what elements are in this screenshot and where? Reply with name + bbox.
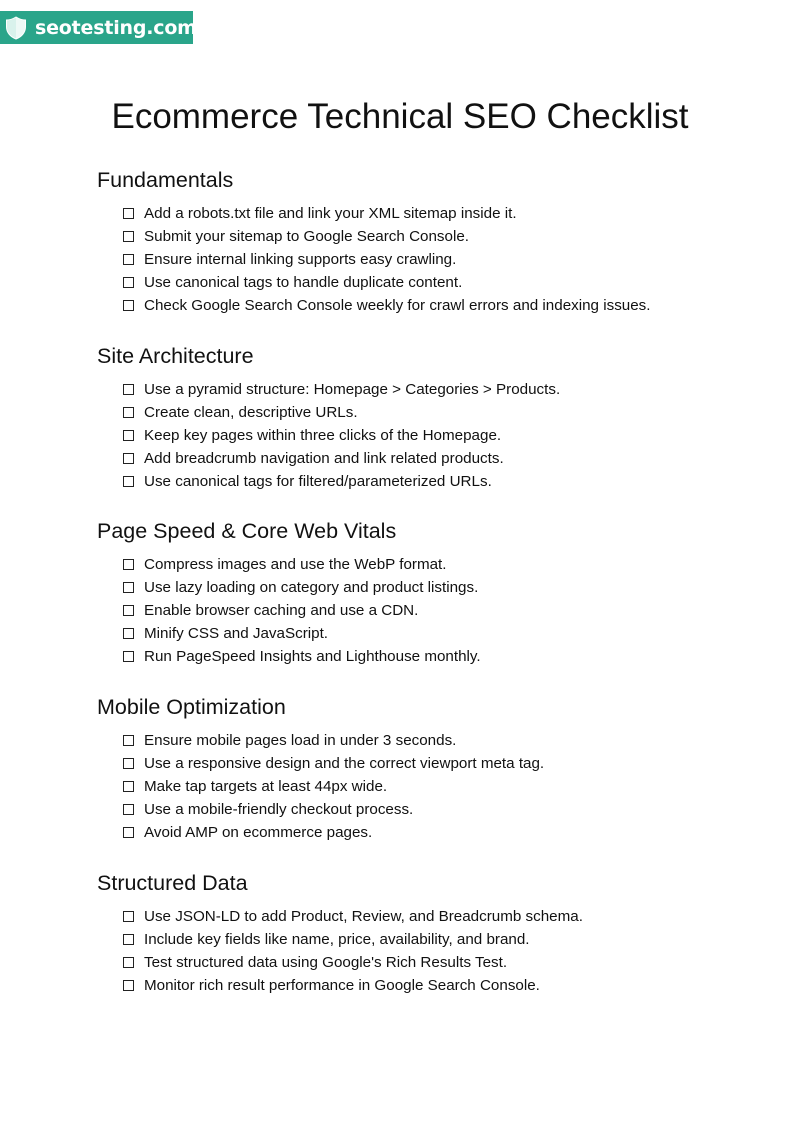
section-heading: Fundamentals (97, 168, 234, 192)
section-site-architecture (97, 342, 560, 493)
checklist (97, 202, 651, 317)
checklist-item-text: Use lazy loading on category and product listings. (144, 578, 479, 596)
checkbox[interactable] (123, 476, 134, 487)
checkbox[interactable] (123, 827, 134, 838)
checklist-item (123, 622, 481, 645)
checklist-item (123, 553, 481, 576)
checklist-item-text: Minify CSS and JavaScript. (144, 624, 329, 642)
checkbox[interactable] (123, 934, 134, 945)
checklist-item (123, 470, 560, 493)
checklist-item-text: Add a robots.txt file and link your XML sitemap inside it. (144, 204, 517, 222)
checklist-item (123, 447, 560, 470)
checkbox[interactable] (123, 781, 134, 792)
section-mobile-optimization (97, 693, 544, 844)
checklist-item (123, 248, 651, 271)
checkbox[interactable] (123, 980, 134, 991)
checkbox[interactable] (123, 231, 134, 242)
checklist-item (123, 576, 481, 599)
checkbox[interactable] (123, 605, 134, 616)
checklist-item (123, 645, 481, 668)
checklist-item-text: Use canonical tags for filtered/parameterized URLs. (144, 472, 492, 490)
seotesting-logo (0, 11, 197, 44)
checklist-item-text: Use canonical tags to handle duplicate content. (144, 273, 463, 291)
checklist-item (123, 294, 651, 317)
checklist (97, 905, 583, 997)
checklist-item (123, 905, 583, 928)
checkbox[interactable] (123, 300, 134, 311)
checkbox[interactable] (123, 430, 134, 441)
section-heading: Structured Data (97, 871, 248, 895)
section-fundamentals (97, 166, 651, 317)
checklist-item-text: Use a pyramid structure: Homepage > Categories > Products. (144, 380, 561, 398)
checklist-item (123, 798, 544, 821)
checklist-item-text: Ensure mobile pages load in under 3 seconds. (144, 731, 457, 749)
checkbox[interactable] (123, 911, 134, 922)
section-heading: Page Speed & Core Web Vitals (97, 519, 397, 543)
checkbox[interactable] (123, 735, 134, 746)
checkbox[interactable] (123, 407, 134, 418)
page-title: Ecommerce Technical SEO Checklist (111, 97, 689, 136)
checkbox[interactable] (123, 208, 134, 219)
checklist-item (123, 821, 544, 844)
checklist-item-text: Test structured data using Google's Rich Results Test. (144, 953, 508, 971)
checklist-item-text: Use JSON-LD to add Product, Review, and Breadcrumb schema. (144, 907, 583, 925)
checklist-item-text: Include key fields like name, price, availability, and brand. (144, 930, 530, 948)
checklist-item-text: Avoid AMP on ecommerce pages. (144, 823, 373, 841)
checkbox[interactable] (123, 582, 134, 593)
checkbox[interactable] (123, 453, 134, 464)
checklist-item-text: Compress images and use the WebP format. (144, 555, 447, 573)
checklist-item-text: Check Google Search Console weekly for crawl errors and indexing issues. (144, 296, 651, 314)
checklist (97, 378, 560, 493)
checklist-item-text: Keep key pages within three clicks of the Homepage. (144, 426, 502, 444)
section-page-speed (97, 517, 481, 668)
checklist-item (123, 424, 560, 447)
checklist-item (123, 951, 583, 974)
shield-icon (5, 16, 27, 40)
checklist-item (123, 225, 651, 248)
checklist (97, 729, 544, 844)
checkbox[interactable] (123, 628, 134, 639)
checklist-item (123, 271, 651, 294)
checkbox[interactable] (123, 384, 134, 395)
checkbox[interactable] (123, 758, 134, 769)
checklist-item (123, 928, 583, 951)
checkbox[interactable] (123, 957, 134, 968)
section-heading: Site Architecture (97, 344, 254, 368)
checklist-item (123, 974, 583, 997)
checklist-item-text: Monitor rich result performance in Google Search Console. (144, 976, 540, 994)
checklist-item-text: Enable browser caching and use a CDN. (144, 601, 419, 619)
checklist-item-text: Run PageSpeed Insights and Lighthouse monthly. (144, 647, 481, 665)
section-heading: Mobile Optimization (97, 695, 286, 719)
section-structured-data (97, 869, 583, 997)
checklist-item (123, 599, 481, 622)
checklist-item (123, 202, 651, 225)
checklist-item-text: Ensure internal linking supports easy crawling. (144, 250, 457, 268)
checkbox[interactable] (123, 559, 134, 570)
checklist-item (123, 752, 544, 775)
checklist (97, 553, 481, 668)
checklist-item (123, 378, 560, 401)
checklist-item-text: Add breadcrumb navigation and link related products. (144, 449, 504, 467)
checklist-item-text: Create clean, descriptive URLs. (144, 403, 358, 421)
checklist-item (123, 729, 544, 752)
checklist-item-text: Use a mobile-friendly checkout process. (144, 800, 414, 818)
checklist-item-text: Use a responsive design and the correct viewport meta tag. (144, 754, 545, 772)
checklist-item (123, 775, 544, 798)
checkbox[interactable] (123, 651, 134, 662)
checkbox[interactable] (123, 804, 134, 815)
checkbox[interactable] (123, 254, 134, 265)
checkbox[interactable] (123, 277, 134, 288)
checklist-item (123, 401, 560, 424)
checklist-item-text: Submit your sitemap to Google Search Console. (144, 227, 470, 245)
checklist-item-text: Make tap targets at least 44px wide. (144, 777, 388, 795)
logo-text: seotesting.com (35, 16, 197, 39)
